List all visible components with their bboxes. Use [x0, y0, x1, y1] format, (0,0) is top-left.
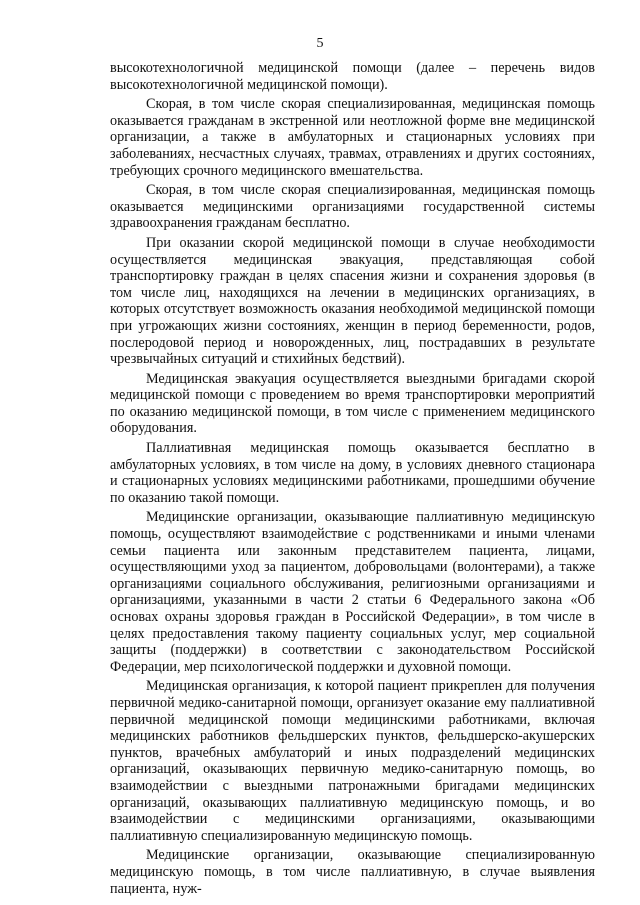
page-number: 5	[316, 36, 324, 51]
paragraph-palliative-care: Паллиативная медицинская помощь оказывается бесплатно в амбулаторных условиях, в том числе на дому, в условиях дневного стационара и стационарных условиях медицинскими работниками, прошедшими обучение по оказанию такой помощи.	[110, 440, 595, 506]
paragraph-continued: высокотехнологичной медицинской помощи (далее – перечень видов высокотехнологичной медицинской помощи).	[110, 60, 595, 93]
paragraph-specialized-care: Медицинские организации, оказывающие специализированную медицинскую помощь, в том числе паллиативную, в случае выявления пациента, нуж-	[110, 847, 595, 897]
paragraph-palliative-organizations: Медицинские организации, оказывающие паллиативную медицинскую помощь, осуществляют взаимодействие с родственниками и иными членами семьи пациента или законным представителем пациента, лицами, осуществляющими уход за пациентом, добровольцами (волонтерами), а также организациями социального обслуживания, религиозными организациями и организациями, указанными в части 2 статьи 6 Федерального закона «Об основах охраны здоровья граждан в Российской Федерации», в том числе в целях предоставления такому пациенту социальных услуг, мер социальной защиты (поддержки) в соответствии с законодательством Российской Федерации, мер психологической поддержки и духовной помощи.	[110, 509, 595, 675]
paragraph-emergency-free: Скорая, в том числе скорая специализированная, медицинская помощь оказывается медицинскими организациями государственной системы здравоохранения гражданам бесплатно.	[110, 182, 595, 232]
paragraph-emergency-care: Скорая, в том числе скорая специализированная, медицинская помощь оказывается гражданам в экстренной или неотложной форме вне медицинской организации, а также в амбулаторных и стационарных условиях при заболеваниях, несчастных случаях, травмах, отравлениях и других состояниях, требующих срочного медицинского вмешательства.	[110, 96, 595, 179]
document-body	[110, 60, 595, 897]
paragraph-evacuation-teams: Медицинская эвакуация осуществляется выездными бригадами скорой медицинской помощи с проведением во время транспортировки мероприятий по оказанию медицинской помощи, в том числе с применением медицинского оборудования.	[110, 370, 595, 437]
paragraph-medical-evacuation: При оказании скорой медицинской помощи в случае необходимости осуществляется медицинская эвакуация, представляющая собой транспортировку граждан в целях спасения жизни и сохранения здоровья (в том числе лиц, находящихся на лечении в медицинских организациях, в которых отсутствует возможность оказания необходимой медицинской помощи при угрожающих жизни состояниях, женщин в период беременности, родов, послеродовой период и новорожденных, лиц, пострадавших в результате чрезвычайных ситуаций и стихийных бедствий).	[110, 234, 595, 368]
paragraph-primary-care-organization: Медицинская организация, к которой пациент прикреплен для получения первичной медико-санитарной помощи, организует оказание ему паллиативной первичной медицинской помощи медицинскими работниками, включая медицинских работников фельдшерских пунктов, фельдшерско-акушерских пунктов, врачебных амбулаторий и иных подразделений медицинских организаций, оказывающих первичную медико-санитарную помощь, во взаимодействии с выездными патронажными бригадами медицинских организаций, оказывающих паллиативную медицинскую помощь, и во взаимодействии с медицинскими организациями, оказывающими паллиативную специализированную медицинскую помощь.	[110, 678, 595, 844]
